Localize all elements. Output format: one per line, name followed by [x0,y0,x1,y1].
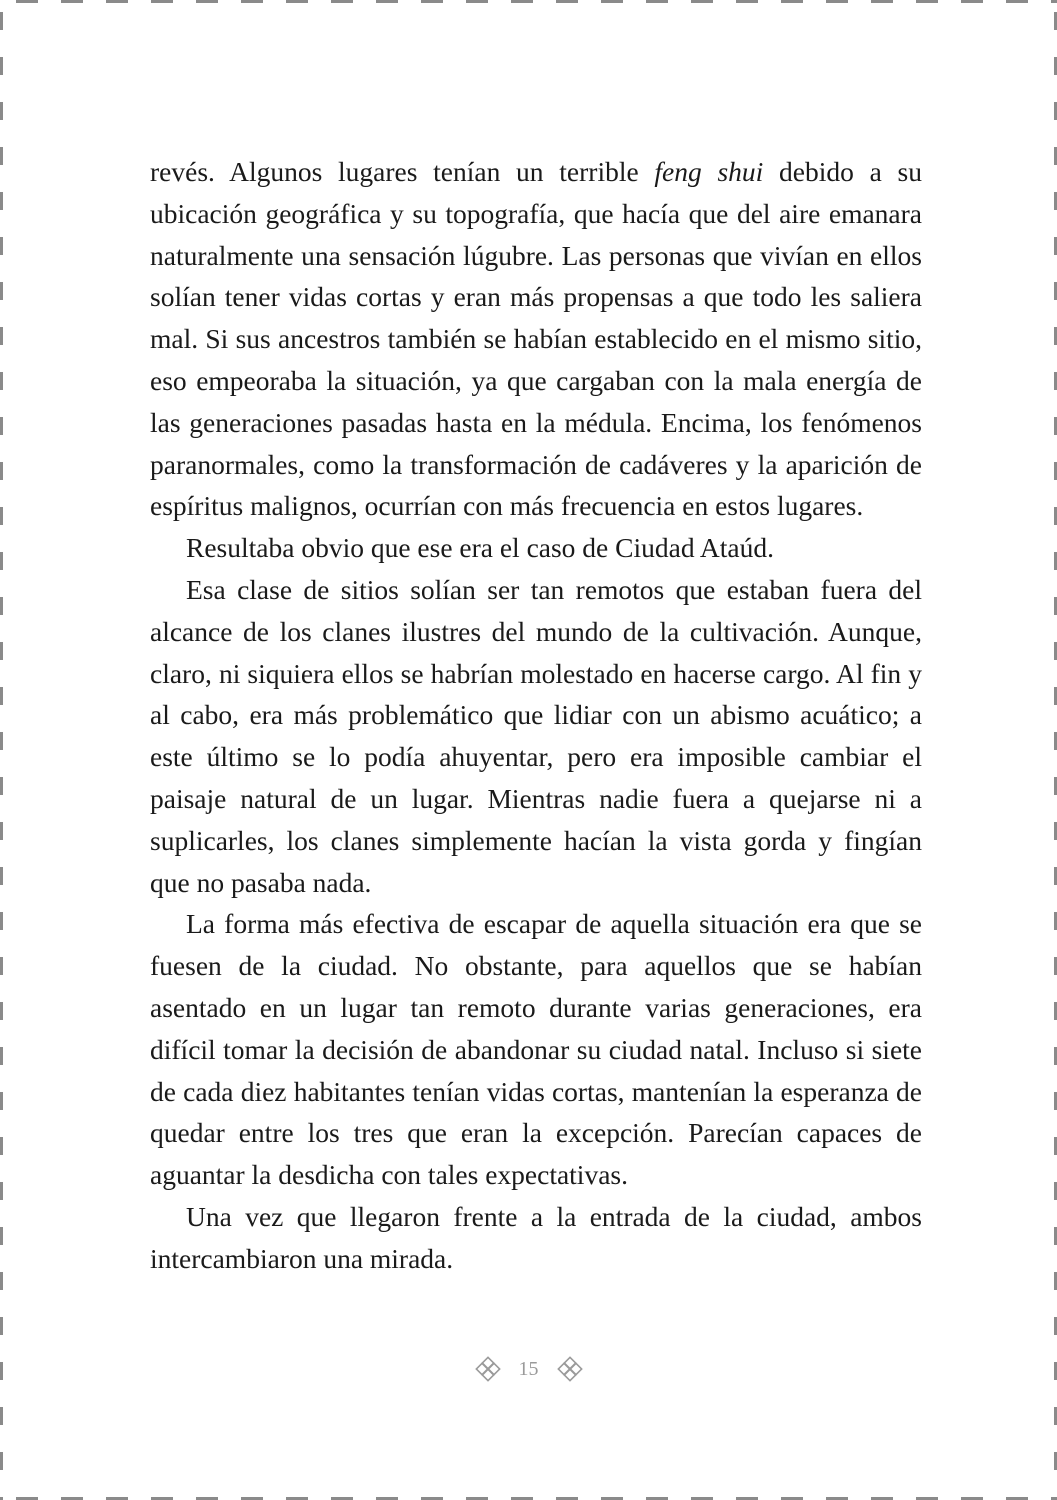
paragraph-2: Resultaba obvio que ese era el caso de Ciudad Ataúd. [186,532,775,564]
paragraph-4: La forma más efectiva de escapar de aquella situación era que se fuesen de la ciudad. No obstante, para aquellos que se habían asentado en un lugar tan remoto durante varias generaciones, era difícil tomar la decisión de abandonar su ciudad natal. Incluso si siete de cada diez habitantes tenían vidas cortas, mantenían la esperanza de quedar entre los tres que eran la excepción. Parecían capaces de aguantar la desdicha con tales expectativas. [150,908,922,1191]
crop-mark-left [0,0,3,1500]
page-footer [0,1356,1057,1382]
endless-knot-icon [475,1356,501,1382]
paragraph-5: Una vez que llegaron frente a la entrada de la ciudad, ambos intercambiaron una mirada. [150,1200,922,1274]
crop-mark-top [0,0,1057,3]
paragraph-1 [150,151,922,527]
page-number: 15 [518,1357,539,1380]
endless-knot-icon [557,1356,583,1382]
paragraph-1-rest: debido a su ubicación geográfica y su topografía, que hacía que del aire emanara naturalmente una sensación lúgubre. Las personas que vivían en ellos solían tener vidas cortas y eran más propensas a que todo les saliera mal. Si sus ancestros también se habían establecido en el mismo sitio, eso empeoraba la situación, ya que cargaban con la mala energía de las generaciones pasadas hasta en la médula. Encima, los fenómenos paranormales, como la transformación de cadáveres y la aparición de espíritus malignos, ocurrían con más frecuencia en estos lugares. [150,156,922,522]
body-text [150,151,922,1280]
paragraph-3: Esa clase de sitios solían ser tan remotos que estaban fuera del alcance de los clanes ilustres del mundo de la cultivación. Aunque, claro, ni siquiera ellos se habrían molestado en hacerse cargo. Al fin y al cabo, era más problemático que lidiar con un abismo acuático; a este último se lo podía ahuyentar, pero era imposible cambiar el paisaje natural de un lugar. Mientras nadie fuera a quejarse ni a suplicarles, los clanes simplemente hacían la vista gorda y fingían que no pasaba nada. [150,573,922,898]
paragraph-1-start: revés. Algunos lugares tenían un terrible [150,156,655,187]
italic-term: feng shui [654,156,764,187]
